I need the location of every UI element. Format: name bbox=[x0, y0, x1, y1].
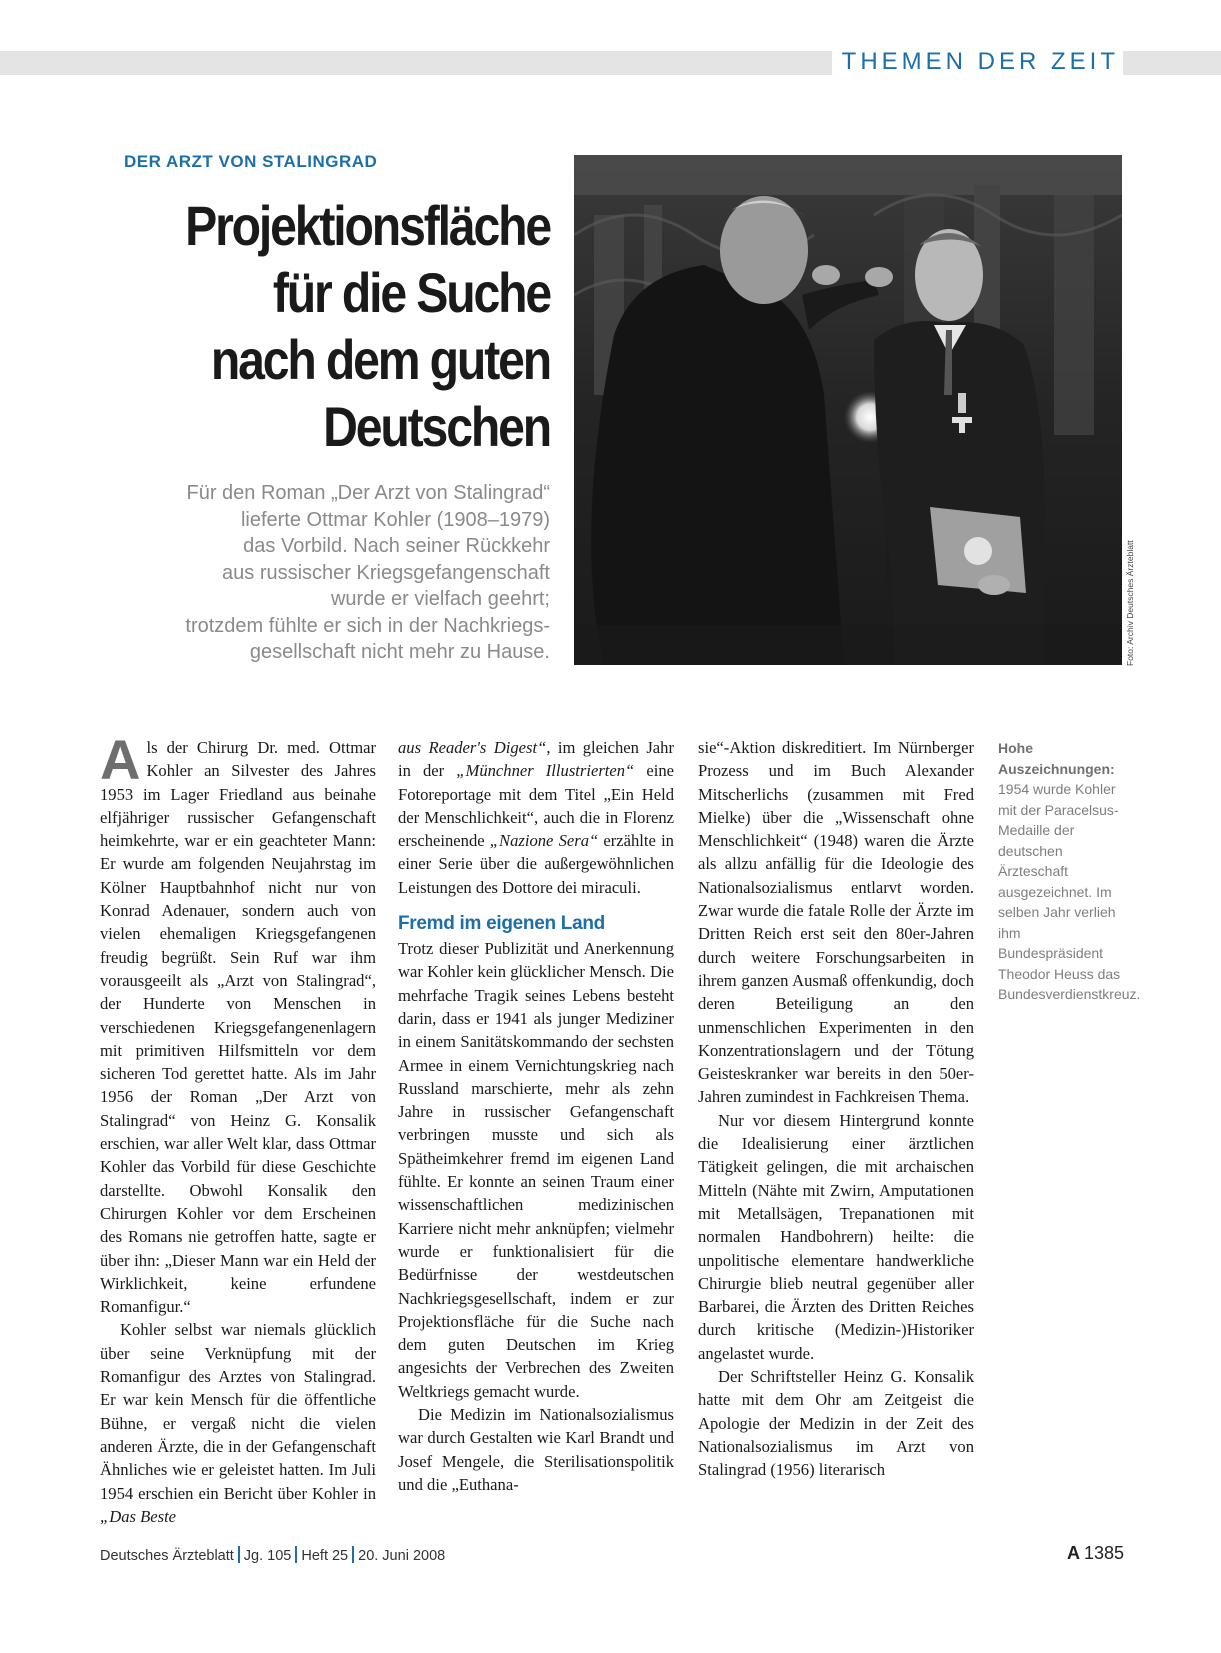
journal-volume: Jg. 105 bbox=[243, 1548, 292, 1564]
page-number bbox=[1067, 1543, 1124, 1564]
paragraph-text: erzählte in einer Serie über die außergewöhnlichen Leistungen des Dottore dei miraculi. bbox=[398, 831, 674, 897]
body-paragraph bbox=[100, 728, 376, 1318]
body-paragraph: Trotz dieser Publizität und Anerkennung war Kohler kein glücklicher Mensch. Die mehrfache Tragik seines Lebens besteht darin, dass er 1941 als junger Mediziner in einem Sanitätskommando der sechsten Armee in einem Vernichtungskrieg nach Russland marschierte, mehr als zehn Jahre in russischer Gefangenschaft verbringen musste und sich als Spätheimkehrer fremd im eigenen Land fühlte. Er konnte an seinen Traum einer wissenschaftlichen medizinischen Karriere nicht mehr anknüpfen; vielmehr wurde er funktionalisiert für die Bedürfnisse der westdeutschen Nachkriegsgesellschaft, indem er zur Projektionsfläche für die Suche nach dem guten Deutschen im Krieg angesichts der Verbrechen des Zweiten Weltkriegs gemacht wurde. bbox=[398, 939, 674, 1401]
paragraph-text: Kohler selbst war niemals glücklich über seine Verknüpfung mit der Romanfigur des Arztes von Stalingrad. Er war kein Mensch für die öffentliche Bühne, er vergaß nicht die vielen anderen Ärzte, die in der Gefangenschaft Ähnliches wie er geleistet hatten. Im Juli 1954 erschien ein Bericht über Kohler in bbox=[100, 1320, 376, 1503]
headline-line: Projektionsfläche bbox=[185, 194, 551, 257]
paragraph-text: eine Fotoreportage mit dem Titel „Ein Held der Menschlichkeit“, auch die in Florenz erscheinende bbox=[398, 761, 674, 851]
body-paragraph bbox=[100, 1318, 376, 1528]
paragraph-text: , im gleichen Jahr in der bbox=[398, 738, 674, 781]
article-column-1 bbox=[100, 728, 376, 1528]
section-subheading: Fremd im eigenen Land bbox=[398, 913, 605, 935]
footer-separator bbox=[238, 1546, 240, 1563]
article-lead bbox=[100, 480, 550, 666]
headline-line: nach dem guten bbox=[210, 328, 550, 391]
award-ceremony-photo bbox=[574, 155, 1122, 665]
lead-line: Für den Roman „Der Arzt von Stalingrad“ bbox=[186, 482, 550, 504]
sidebar-title: Hohe Auszeichnungen: bbox=[998, 740, 1115, 777]
lead-line: trotzdem fühlte er sich in der Nachkriegs- bbox=[185, 614, 550, 637]
publication-title: „Münchner Illustrierten“ bbox=[456, 761, 635, 781]
article-column-2 bbox=[398, 736, 674, 1496]
article-column-3 bbox=[698, 736, 974, 1482]
article-photo bbox=[574, 155, 1122, 665]
sidebar-text: 1954 wurde Kohler mit der Paracelsus-Medaille der deutschen Ärzteschaft ausgezeichnet. Im selben Jahr verlieh ihm Bundespräsident Theodor Heuss das Bundesverdienstkreuz. bbox=[998, 781, 1141, 1002]
headline-line: Deutschen bbox=[323, 395, 550, 458]
page-footer bbox=[100, 1546, 445, 1564]
lead-line: lieferte Ottmar Kohler (1908–1979) bbox=[240, 508, 550, 531]
journal-date: 20. Juni 2008 bbox=[358, 1548, 446, 1564]
section-title: THEMEN DER ZEIT bbox=[832, 47, 1123, 77]
body-paragraph: Der Schriftsteller Heinz G. Konsalik hatte mit dem Ohr am Zeitgeist die Apologie der Medizin in der Zeit des Nationalsozialismus im Arzt von Stalingrad (1956) literarisch bbox=[698, 1367, 974, 1480]
lead-line: aus russischer Kriegsgefangenschaft bbox=[222, 561, 550, 584]
publication-title: aus Reader's Digest“ bbox=[398, 738, 547, 757]
page-number-value: 1385 bbox=[1083, 1543, 1124, 1563]
body-paragraph bbox=[398, 736, 674, 899]
photo-credit-text: Foto: Archiv Deutsches Ärzteblatt bbox=[1125, 540, 1135, 666]
dropcap: A bbox=[100, 728, 141, 791]
article-headline bbox=[172, 192, 550, 460]
lead-line: gesellschaft nicht mehr zu Hause. bbox=[249, 641, 550, 663]
publication-title: „Das Beste bbox=[100, 1506, 177, 1526]
body-paragraph: sie“-Aktion diskreditiert. Im Nürnberger Prozess und im Buch Alexander Mitscherlichs (zusammen mit Fred Mielke) über die „Wissenschaft ohne Menschlichkeit“ (1948) waren die Ärzte als allzu anfällig für die Ideologie des Nationalsozialismus entlarvt worden. Zwar wurde die fatale Rolle der Ärzte im Dritten Reich erst seit den 80er-Jahren durch weitere Forschungsarbeiten in ihrem ganzen Ausmaß offenkundig, doch deren Beteiligung an den unmenschlichen Experimenten in den Konzentrationslagern und der Tötung Geisteskranker war bereits in den 50er-Jahren zumindest in Fachkreisen Thema. bbox=[698, 738, 974, 1107]
publication-title: „Nazione Sera“ bbox=[489, 831, 599, 851]
body-paragraph: Die Medizin im Nationalsozialismus war durch Gestalten wie Karl Brandt und Josef Mengele, die Sterilisationspolitik und die „Euthana- bbox=[398, 1405, 674, 1494]
lead-line: wurde er vielfach geehrt; bbox=[330, 588, 550, 610]
headline-line: für die Suche bbox=[272, 261, 550, 324]
journal-name: Deutsches Ärzteblatt bbox=[100, 1548, 234, 1564]
sidebar-note bbox=[998, 738, 1141, 1005]
lead-line: das Vorbild. Nach seiner Rückkehr bbox=[243, 535, 550, 557]
paragraph-text: ls der Chirurg Dr. med. Ottmar Kohler an Silvester des Jahres 1953 im Lager Friedland aus beinahe elfjähriger russischer Gefangenschaft heimkehrte, war er ein geachteter Mann: Er wurde am folgenden Neujahrstag im Kölner Hauptbahnhof nicht nur von Konrad Adenauer, sondern auch von vielen ehemaligen Kriegsgefangenen freudig begrüßt. Sein Ruf war ihm vorausgeeilt als „Arzt von Stalingrad“, der Hunderte von Menschen in verschiedenen Kriegsgefangenenlagern mit primitiven Hilfsmitteln vor dem sicheren Tod gerettet hatte. Als im Jahr 1956 der Roman „Der Arzt von Stalingrad“ von Heinz G. Konsalik erschien, war aller Welt klar, dass Ottmar Kohler das Vorbild für diese Geschichte darstellte. Obwohl Konsalik den Chirurgen Kohler vor dem Erscheinen des Romans nie getroffen hatte, sagte er über ihn: „Dieser Mann war ein Held der Wirklichkeit, keine erfundene Romanfigur.“ bbox=[100, 738, 376, 1317]
journal-issue: Heft 25 bbox=[301, 1548, 349, 1564]
footer-separator bbox=[295, 1546, 297, 1563]
photo-credit bbox=[1124, 540, 1138, 668]
footer-separator bbox=[352, 1546, 354, 1563]
page-prefix: A bbox=[1066, 1543, 1080, 1563]
article-kicker: DER ARZT VON STALINGRAD bbox=[124, 152, 378, 171]
body-paragraph: Nur vor diesem Hintergrund konnte die Idealisierung einer ärztlichen Tätigkeit gelingen, die mit archaischen Mitteln (Nähte mit Zwirn, Amputationen mit Metallsägen, Trepanationen mit normalen Handbohrern) heilte: die unpolitische elementare handwerkliche Chirurgie blieb neutral gegenüber aller Barbarei, die Ärzten des Dritten Reiches durch kritische (Medizin-)Historiker angelastet wurde. bbox=[698, 1110, 974, 1363]
